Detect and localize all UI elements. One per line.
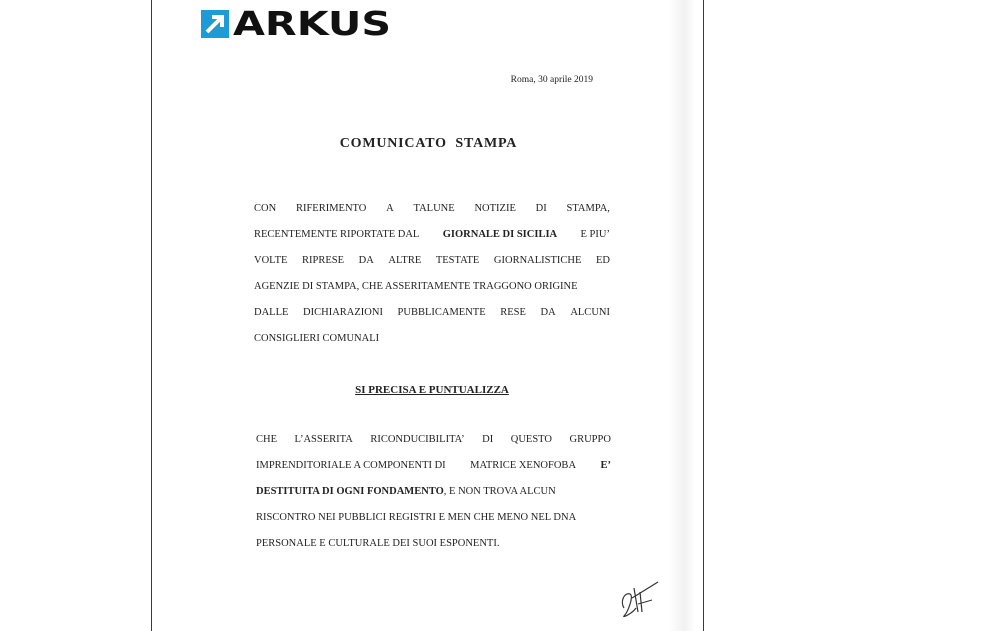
text-run: CONSIGLIERI COMUNALI xyxy=(254,333,380,344)
text-run: , E NON TROVA ALCUN xyxy=(443,486,556,497)
section-subheading: SI PRECISA E PUNTUALIZZA xyxy=(355,384,509,396)
signature xyxy=(618,578,662,626)
text-run: PERSONALE E CULTURALE DEI SUOI ESPONENTI. xyxy=(256,538,500,549)
paragraph-line xyxy=(254,203,610,229)
text-run: RICONDUCIBILITA’ xyxy=(370,434,465,445)
text-run: QUESTO xyxy=(510,434,552,445)
document-page xyxy=(151,0,704,631)
text-run: VOLTE xyxy=(254,255,288,266)
text-run: MATRICE XENOFOBA xyxy=(470,460,577,471)
document-date: Roma, 30 aprile 2019 xyxy=(510,75,593,85)
text-run: DESTITUITA DI OGNI FONDAMENTO xyxy=(256,486,444,497)
text-run: RIPRESE xyxy=(302,255,345,266)
paragraph-reference xyxy=(254,203,610,359)
text-run: DA xyxy=(358,255,374,266)
paragraph-line xyxy=(254,281,610,307)
text-run: RECENTEMENTE RIPORTATE DAL xyxy=(254,229,420,240)
document-title: COMUNICATO STAMPA xyxy=(339,136,518,151)
text-run: DICHIARAZIONI xyxy=(303,307,383,318)
brand-name: ARKUS xyxy=(233,4,392,43)
paragraph-line xyxy=(254,255,610,281)
company-logo xyxy=(201,4,392,43)
text-run: L’ASSERITA xyxy=(294,434,353,445)
text-run: GIORNALE DI SICILIA xyxy=(442,229,558,240)
text-run: E’ xyxy=(600,460,611,471)
paragraph-line xyxy=(256,512,611,538)
paragraph-line xyxy=(256,486,611,512)
paragraph-statement xyxy=(256,434,611,564)
text-run: AGENZIE DI STAMPA, CHE ASSERITAMENTE TRAGGONO ORIGINE xyxy=(254,281,578,292)
scan-shadow xyxy=(669,0,695,631)
text-run: STAMPA, xyxy=(566,203,610,214)
text-run: ALTRE xyxy=(388,255,422,266)
paragraph-line xyxy=(256,434,611,460)
text-run: DA xyxy=(540,307,556,318)
text-run: DALLE xyxy=(254,307,289,318)
paragraph-line xyxy=(256,538,611,564)
text-run: DI xyxy=(482,434,494,445)
text-run: IMPRENDITORIALE A COMPONENTI DI xyxy=(256,460,446,471)
text-run: GIORNALISTICHE xyxy=(493,255,582,266)
text-run: NOTIZIE xyxy=(474,203,516,214)
text-run: ALCUNI xyxy=(570,307,610,318)
text-run: RESE xyxy=(500,307,526,318)
paragraph-line xyxy=(254,307,610,333)
text-run: CON xyxy=(254,203,277,214)
text-run: RISCONTRO NEI PUBBLICI REGISTRI E MEN CHE MENO NEL DNA xyxy=(256,512,577,523)
text-run: TALUNE xyxy=(413,203,455,214)
text-run: TESTATE xyxy=(435,255,480,266)
text-run: GRUPPO xyxy=(569,434,611,445)
text-run: DI xyxy=(535,203,547,214)
text-run: RIFERIMENTO xyxy=(295,203,367,214)
paragraph-line xyxy=(254,229,610,255)
text-run: A xyxy=(386,203,394,214)
text-run: PUBBLICAMENTE xyxy=(397,307,486,318)
arrow-up-right-icon xyxy=(201,10,229,38)
paragraph-line xyxy=(256,460,611,486)
text-run: CHE xyxy=(256,434,277,445)
text-run: E PIU’ xyxy=(580,229,610,240)
paragraph-line xyxy=(254,333,610,359)
text-run: ED xyxy=(595,255,610,266)
